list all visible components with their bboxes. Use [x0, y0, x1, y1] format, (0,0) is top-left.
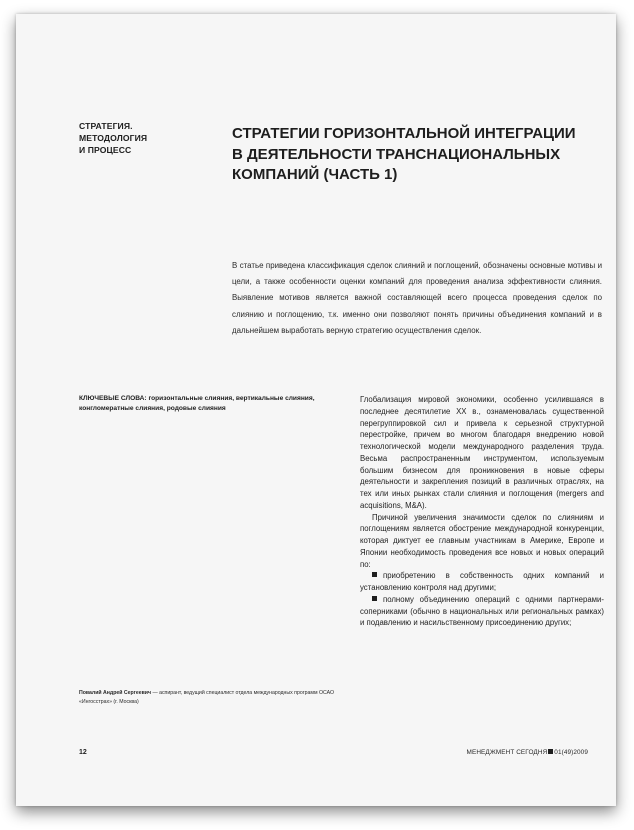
bullet-list: [360, 570, 604, 629]
article-abstract: В статье приведена классификация сделок слияний и поглощений, обозначены основные мотивы и цели, а также особенности оценки компаний для проведения анализа эффективности слияния. Выявление мотивов является важной составляющей всего процесса проведения сделок по слиянию и поглощению, т.к. именно они позволяют понять причины объединения компаний и в дальнейшем выработать верную стратегию осуществления сделок.: [232, 261, 602, 335]
journal-name: МЕНЕДЖМЕНТ СЕГОДНЯ: [466, 749, 548, 756]
list-item-text: полному объединению операций с одними партнерами-соперниками (обычно в национальных или региональных рамках) и подавлению и насильственному присоединению других;: [360, 594, 604, 628]
list-item: [360, 594, 604, 629]
article-title-line: КОМПАНИЙ (ЧАСТЬ 1): [232, 166, 398, 183]
page-number: 12: [79, 749, 87, 756]
section-label-line: И ПРОЦЕСС: [79, 145, 132, 155]
square-bullet-icon: [372, 572, 377, 577]
square-bullet-icon: [372, 596, 377, 601]
journal-page: [16, 14, 616, 806]
author-name: Повалий Андрей Сергеевич: [79, 690, 151, 696]
article-title-line: В ДЕЯТЕЛЬНОСТИ ТРАНСНАЦИОНАЛЬНЫХ: [232, 145, 561, 163]
keywords: [79, 394, 351, 414]
article-title: [232, 124, 602, 186]
journal-issue: 01(49)2009: [554, 749, 588, 756]
list-item: [360, 570, 604, 594]
body-text-column: [360, 394, 604, 629]
article-title-line: СТРАТЕГИИ ГОРИЗОНТАЛЬНОЙ ИНТЕГРАЦИИ: [232, 125, 576, 142]
section-label-line: МЕТОДОЛОГИЯ: [79, 133, 148, 143]
keywords-label: КЛЮЧЕВЫЕ СЛОВА:: [79, 395, 147, 402]
section-label: [79, 120, 189, 156]
author-description: — аспирант, ведущий специалист отдела международных программ ОСАО «Ингосстрах» (г. Москва): [79, 690, 335, 705]
body-paragraph: Причиной увеличения значимости сделок по слияниям и поглощениям является обострение международной конкуренции, которая диктует ее главным участникам в Америке, Европе и Японии необходимость проведения все новых и новых операций по:: [360, 512, 604, 569]
section-label-line: СТРАТЕГИЯ.: [79, 121, 133, 131]
author-note: [79, 689, 347, 706]
journal-footer: [467, 749, 588, 756]
keywords-text: горизонтальные слияния, вертикальные слияния, конгломератные слияния, родовые слияния: [79, 395, 315, 412]
list-item-text: приобретению в собственность одних компаний и установлению контроля над другими;: [360, 571, 604, 592]
square-separator-icon: [548, 749, 553, 754]
body-paragraph: Глобализация мировой экономики, особенно усилившаяся в последнее десятилетие XX в., ознаменовалась существенной перегруппировкой сил и привела к серьезной структурной перестройке, причем во многом благодаря внедрению новой технологической модели международного разделения труда. Весьма распространенным инструментом, используемым большим бизнесом для проникновения в новые сферы деятельности и закрепления позиций в различных отраслях, на тех или иных рынках стали слияния и поглощения (mergers and acquisitions, M&A).: [360, 395, 604, 510]
